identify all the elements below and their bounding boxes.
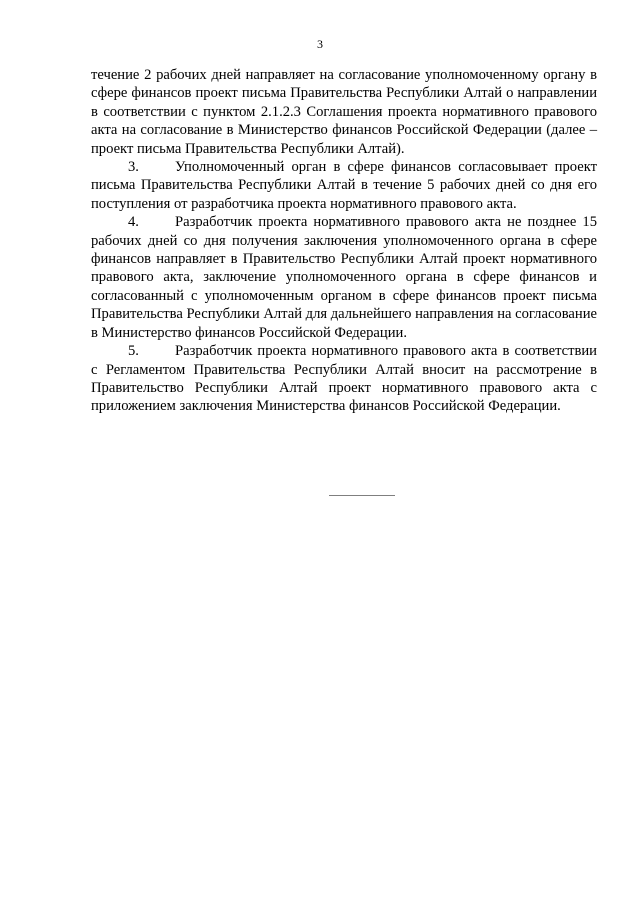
end-divider <box>329 495 395 496</box>
paragraph-text: Разработчик проекта нормативного правового акта не позднее 15 рабочих дней со дня получения заключения уполномоченного органа в сфере финансов направляет в Правительство Республики Алтай проект нормативного правового акта, заключение уполномоченного органа в сфере финансов и согласованный с уполномоченным органом в сфере финансов проект письма Правительства Республики Алтай для дальнейшего направления на согласование в Министерство финансов Российской Федерации. <box>91 214 597 341</box>
paragraph-item-5 <box>91 342 597 416</box>
paragraph-item-3 <box>91 158 597 213</box>
paragraph-number: 4. <box>128 214 139 231</box>
paragraph-text: Уполномоченный орган в сфере финансов согласовывает проект письма Правительства Республики Алтай в течение 5 рабочих дней со дня его поступления от разработчика проекта нормативного правового акта. <box>91 159 597 212</box>
paragraph-number: 5. <box>128 343 139 360</box>
paragraph-item-4 <box>91 213 597 342</box>
paragraph-number: 3. <box>128 159 139 176</box>
paragraph-text: Разработчик проекта нормативного правового акта в соответствии с Регламентом Правительства Республики Алтай вносит на рассмотрение в Правительство Республики Алтай проект нормативного правового акта с приложением заключения Министерства финансов Российской Федерации. <box>91 343 597 415</box>
paragraph-continuation <box>91 66 597 158</box>
document-body <box>91 66 597 416</box>
paragraph-text: течение 2 рабочих дней направляет на согласование уполномоченному органу в сфере финансов проект письма Правительства Республики Алтай о направлении в соответствии с пунктом 2.1.2.3 Соглашения проекта нормативного правового акта на согласование в Министерство финансов Российской Федерации (далее – проект письма Правительства Республики Алтай). <box>91 67 597 157</box>
page-number: 3 <box>317 37 323 51</box>
